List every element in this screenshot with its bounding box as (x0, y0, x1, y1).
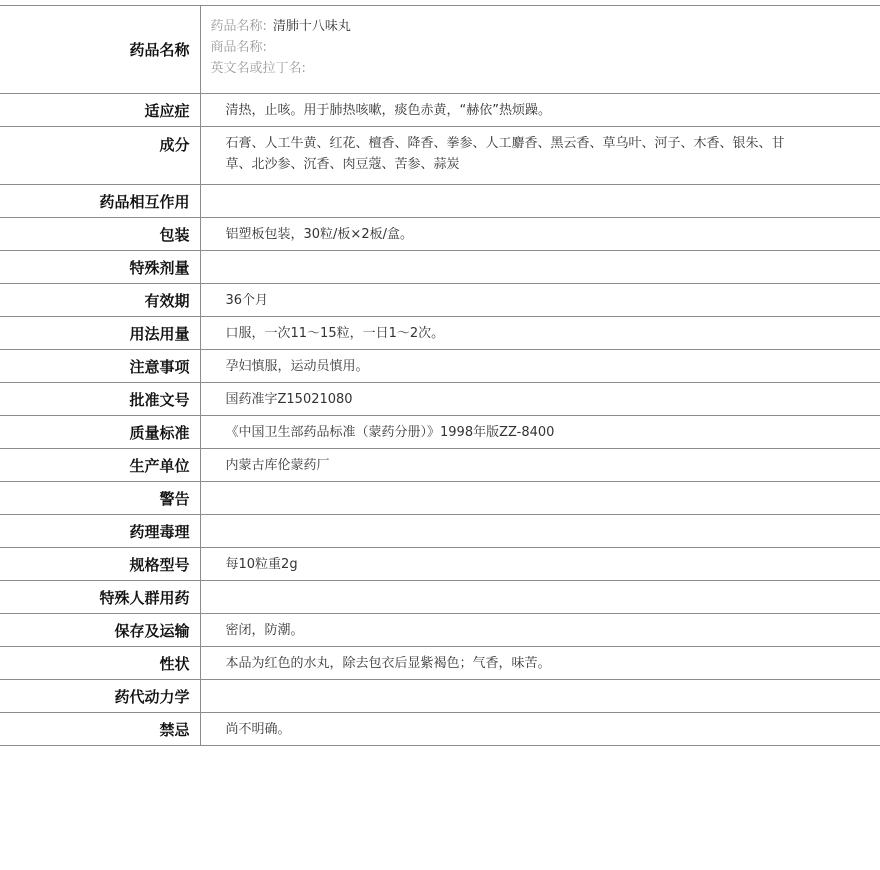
precautions-label: 注意事项 (0, 350, 200, 383)
generic-name-value: 清肺十八味丸 (272, 19, 351, 34)
ingredients-label: 成分 (0, 127, 200, 185)
special-population-row (0, 581, 880, 614)
indication-label: 适应症 (0, 94, 200, 127)
storage-label: 保存及运输 (0, 614, 200, 647)
warning-row (0, 482, 880, 515)
manufacturer-label: 生产单位 (0, 449, 200, 482)
ingredients-row (0, 127, 880, 185)
storage-value: 密闭，防潮。 (200, 614, 880, 647)
ingredients-cell (200, 127, 880, 185)
dosage-label: 用法用量 (0, 317, 200, 350)
interactions-value (200, 185, 880, 218)
dosage-value: 口服，一次11～15粒，一日1～2次。 (200, 317, 880, 350)
special-dosage-label: 特殊剂量 (0, 251, 200, 284)
specification-label: 规格型号 (0, 548, 200, 581)
drug-name-row (0, 6, 880, 94)
contraindications-row (0, 713, 880, 746)
contraindications-label: 禁忌 (0, 713, 200, 746)
pharmacokinetics-label: 药代动力学 (0, 680, 200, 713)
english-name-key: 英文名或拉丁名: (210, 61, 306, 76)
contraindications-value: 尚不明确。 (200, 713, 880, 746)
interactions-label: 药品相互作用 (0, 185, 200, 218)
approval-number-label: 批准文号 (0, 383, 200, 416)
generic-name-line (211, 16, 880, 37)
specification-row (0, 548, 880, 581)
special-dosage-row (0, 251, 880, 284)
shelf-life-value: 36个月 (200, 284, 880, 317)
warning-label: 警告 (0, 482, 200, 515)
ingredients-value: 石膏、人工牛黄、红花、檀香、降香、拳参、人工麝香、黑云香、草乌叶、河子、木香、银朱、甘草、北沙参、沉香、肉豆蔻、苦参、蒜炭 (225, 136, 785, 172)
trade-name-line (211, 37, 880, 58)
indication-row (0, 94, 880, 127)
pharmacokinetics-value (200, 680, 880, 713)
precautions-row (0, 350, 880, 383)
drug-name-values (200, 6, 880, 94)
generic-name-key: 药品名称: (210, 19, 267, 34)
quality-standard-row (0, 416, 880, 449)
precautions-value: 孕妇慎服，运动员慎用。 (200, 350, 880, 383)
storage-row (0, 614, 880, 647)
shelf-life-row (0, 284, 880, 317)
pharmacology-row (0, 515, 880, 548)
specification-value: 每10粒重2g (200, 548, 880, 581)
quality-standard-value: 《中国卫生部药品标准（蒙药分册）》1998年版ZZ-8400 (200, 416, 880, 449)
shelf-life-label: 有效期 (0, 284, 200, 317)
packaging-label: 包装 (0, 218, 200, 251)
indication-value: 清热，止咳。用于肺热咳嗽，痰色赤黄，“赫依”热烦躁。 (200, 94, 880, 127)
quality-standard-label: 质量标准 (0, 416, 200, 449)
appearance-label: 性状 (0, 647, 200, 680)
special-population-value (200, 581, 880, 614)
special-dosage-value (200, 251, 880, 284)
interactions-row (0, 185, 880, 218)
dosage-row (0, 317, 880, 350)
special-population-label: 特殊人群用药 (0, 581, 200, 614)
approval-number-value: 国药准字Z15021080 (200, 383, 880, 416)
appearance-row (0, 647, 880, 680)
packaging-value: 铝塑板包装，30粒/板×2板/盒。 (200, 218, 880, 251)
appearance-value: 本品为红色的水丸，除去包衣后显紫褐色；气香，味苦。 (200, 647, 880, 680)
drug-info-table (0, 5, 880, 746)
english-name-line (211, 58, 880, 79)
pharmacokinetics-row (0, 680, 880, 713)
manufacturer-value: 内蒙古库伦蒙药厂 (200, 449, 880, 482)
trade-name-key: 商品名称: (210, 40, 267, 55)
manufacturer-row (0, 449, 880, 482)
approval-number-row (0, 383, 880, 416)
pharmacology-label: 药理毒理 (0, 515, 200, 548)
packaging-row (0, 218, 880, 251)
drug-name-label: 药品名称 (0, 6, 200, 94)
pharmacology-value (200, 515, 880, 548)
warning-value (200, 482, 880, 515)
